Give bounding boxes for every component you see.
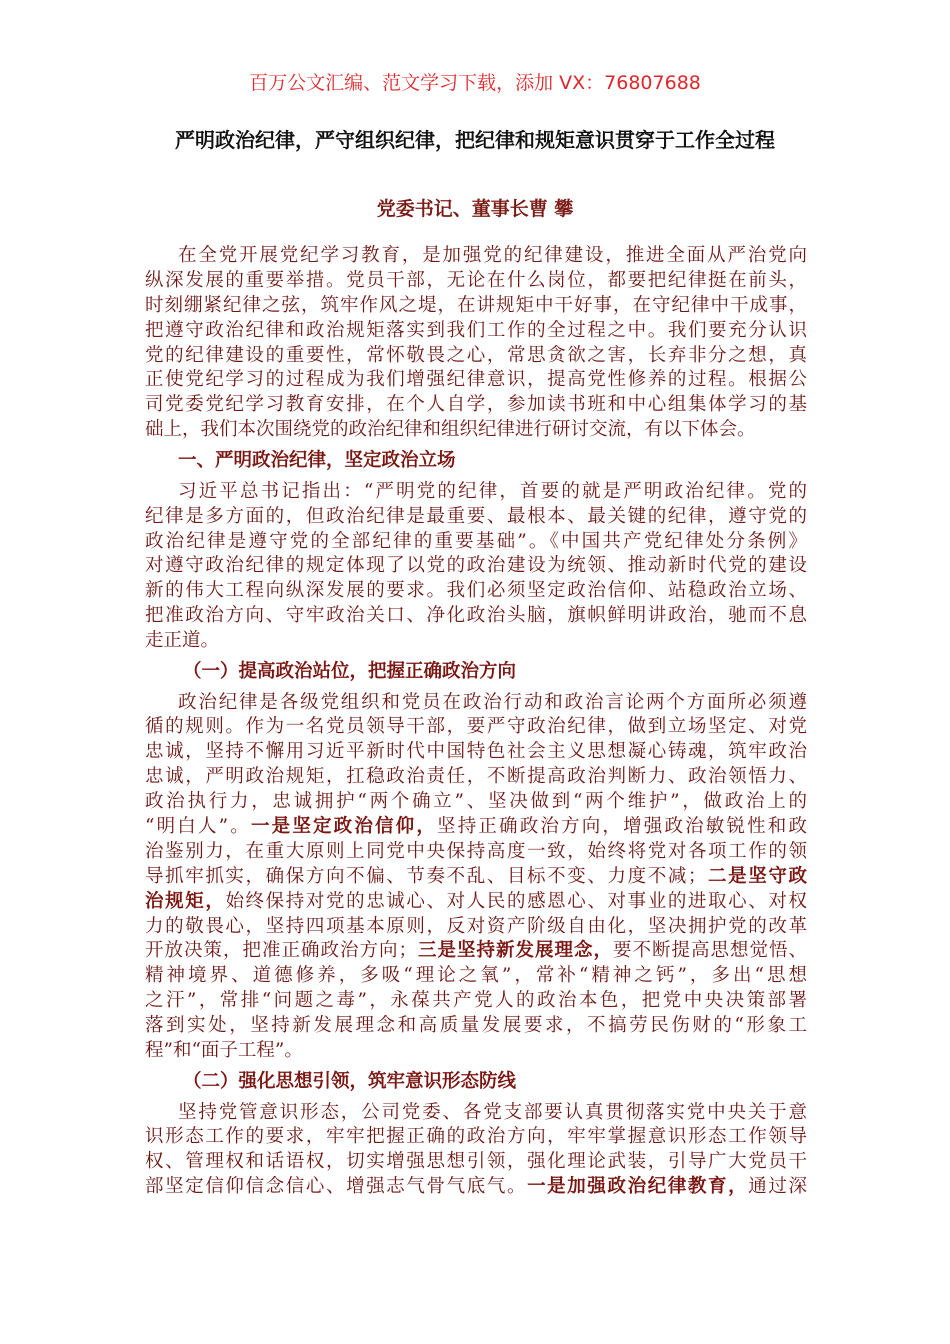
text-run: 通过深 — [748, 1176, 807, 1198]
subsection-heading: （一）提高政治站位，把握正确政治方向 — [183, 660, 517, 682]
bold-key-point: 二是坚守政 — [706, 865, 807, 887]
text-line: 正使党纪学习的过程成为我们增强纪律意识，提高党性修养的过程。根据公 — [145, 369, 807, 391]
document-author: 党委书记、董事长曹 攀 — [376, 198, 574, 220]
text-line: 忠诚，严明政治规矩，扛稳政治责任，不断提高政治判断力、政治领悟力、 — [145, 766, 807, 788]
subsection-heading: （二）强化思想引领，筑牢意识形态防线 — [183, 1070, 517, 1092]
text-line: 治鉴别力，在重大原则上同党中央保持高度一致，始终将党对各项工作的领 — [145, 840, 807, 862]
text-line: 司党委党纪学习教育安排，在个人自学，参加读书班和中心组集体学习的基 — [145, 394, 807, 416]
text-run: 部坚定信仰信念信心、增强志气骨气底气。 — [145, 1176, 528, 1198]
text-line: 落到实处，坚持新发展理念和高质量发展要求，不搞劳民伤财的“形象工 — [145, 1015, 807, 1037]
paragraph — [145, 244, 807, 443]
document-title: 严明政治纪律，严守组织纪律，把纪律和规矩意识贯穿于工作全过程 — [175, 128, 775, 152]
text-run: 开放决策，把准正确政治方向； — [145, 940, 417, 962]
text-line: 权、管理权和话语权，切实增强思想引领，强化理论武装，引导广大党员干 — [145, 1151, 807, 1173]
text-run: 始终保持对党的忠诚心、对人民的感恩心、对事业的进取心、对权 — [225, 890, 807, 912]
section-heading: 一、严明政治纪律，坚定政治立场 — [178, 450, 456, 472]
bold-key-point: 一是坚定政治信仰， — [250, 816, 438, 837]
text-line: 坚持党管意识形态，公司党委、各党支部要认真贯彻落实党中央关于意 — [178, 1101, 807, 1123]
text-line — [145, 1175, 807, 1200]
text-line — [145, 815, 807, 840]
download-banner: 百万公文汇编、范文学习下载，添加 VX：76807688 — [249, 72, 701, 94]
text-line — [145, 939, 807, 964]
text-run: 导抓牢抓实，确保方向不偏、节奏不乱、目标不变、力度不减； — [145, 865, 707, 887]
text-line: 对遵守政治纪律的规定体现了以党的政治建设为统领、推动新时代党的建设 — [145, 555, 807, 577]
text-line: 习近平总书记指出：“严明党的纪律，首要的就是严明政治纪律。党的 — [178, 480, 807, 502]
text-line: 在全党开展党纪学习教育，是加强党的纪律建设，推进全面从严治党向 — [178, 245, 807, 266]
bold-key-point: 一是加强政治纪律教育， — [527, 1176, 749, 1198]
text-line: 把准政治方向、守牢政治关口、净化政治头脑，旗帜鲜明讲政治，驰而不息 — [145, 605, 807, 627]
text-line: 程”和“面子工程”。 — [145, 1040, 303, 1062]
text-line: 精神境界、道德修养，多吸“理论之氧”，常补“精神之钙”，多出“思想 — [145, 965, 807, 987]
text-line: 识形态工作的要求，牢牢把握正确的政治方向，牢牢掌握意识形态工作领导 — [145, 1126, 807, 1148]
text-line: 走正道。 — [145, 630, 220, 652]
text-line: 政治执行力，忠诚拥护“两个确立”、坚决做到“两个维护”，做政治上的 — [145, 791, 807, 813]
text-line: 政治纪律是遵守党的全部纪律的重要基础”。《中国共产党纪律处分条例》 — [145, 530, 807, 552]
text-line: 纵深发展的重要举措。党员干部，无论在什么岗位，都要把纪律挺在前头， — [145, 269, 807, 291]
text-line: 础上，我们本次围绕党的政治纪律和组织纪律进行研讨交流，有以下体会。 — [145, 419, 756, 441]
bold-key-point: 治规矩， — [145, 890, 226, 912]
text-line: 忠诚，坚持不懈用习近平新时代中国特色社会主义思想凝心铸魂，筑牢政治 — [145, 741, 807, 763]
text-line: 政治纪律是各级党组织和党员在政治行动和政治言论两个方面所必须遵 — [178, 691, 807, 713]
text-line: 力的敬畏心，坚持四项基本原则，反对资产阶级自由化，坚决拥护党的改革 — [145, 915, 807, 937]
bold-key-point: 三是坚持新发展理念， — [416, 940, 613, 962]
text-line: 党的纪律建设的重要性，常怀敬畏之心，常思贪欲之害，长弃非分之想，真 — [145, 344, 807, 366]
text-line: 把遵守政治纪律和政治规矩落实到我们工作的全过程之中。我们要充分认识 — [145, 319, 807, 341]
text-line — [145, 865, 807, 890]
text-line — [145, 890, 807, 915]
text-line: 纪律是多方面的，但政治纪律是最重要、最根本、最关键的纪律，遵守党的 — [145, 505, 807, 527]
text-line: 时刻绷紧纪律之弦，筑牢作风之堤，在讲规矩中干好事，在守纪律中干成事， — [145, 294, 807, 316]
text-line: 循的规则。作为一名党员领导干部，要严守政治纪律，做到立场坚定、对党 — [145, 716, 807, 738]
paragraph — [145, 1101, 807, 1201]
text-run: “明白人”。 — [145, 816, 251, 837]
text-run: 坚持正确政治方向，增强政治敏锐性和政 — [437, 816, 807, 837]
paragraph — [145, 480, 807, 654]
paragraph — [145, 691, 807, 1064]
text-line: 新的伟大工程向纵深发展的要求。我们必须坚定政治信仰、站稳政治立场、 — [145, 580, 807, 602]
document-body — [145, 244, 807, 1200]
text-run: 要不断提高思想觉悟、 — [612, 940, 807, 962]
text-line: 之汗”，常排“问题之毒”，永葆共产党人的政治本色，把党中央决策部署 — [145, 990, 807, 1012]
